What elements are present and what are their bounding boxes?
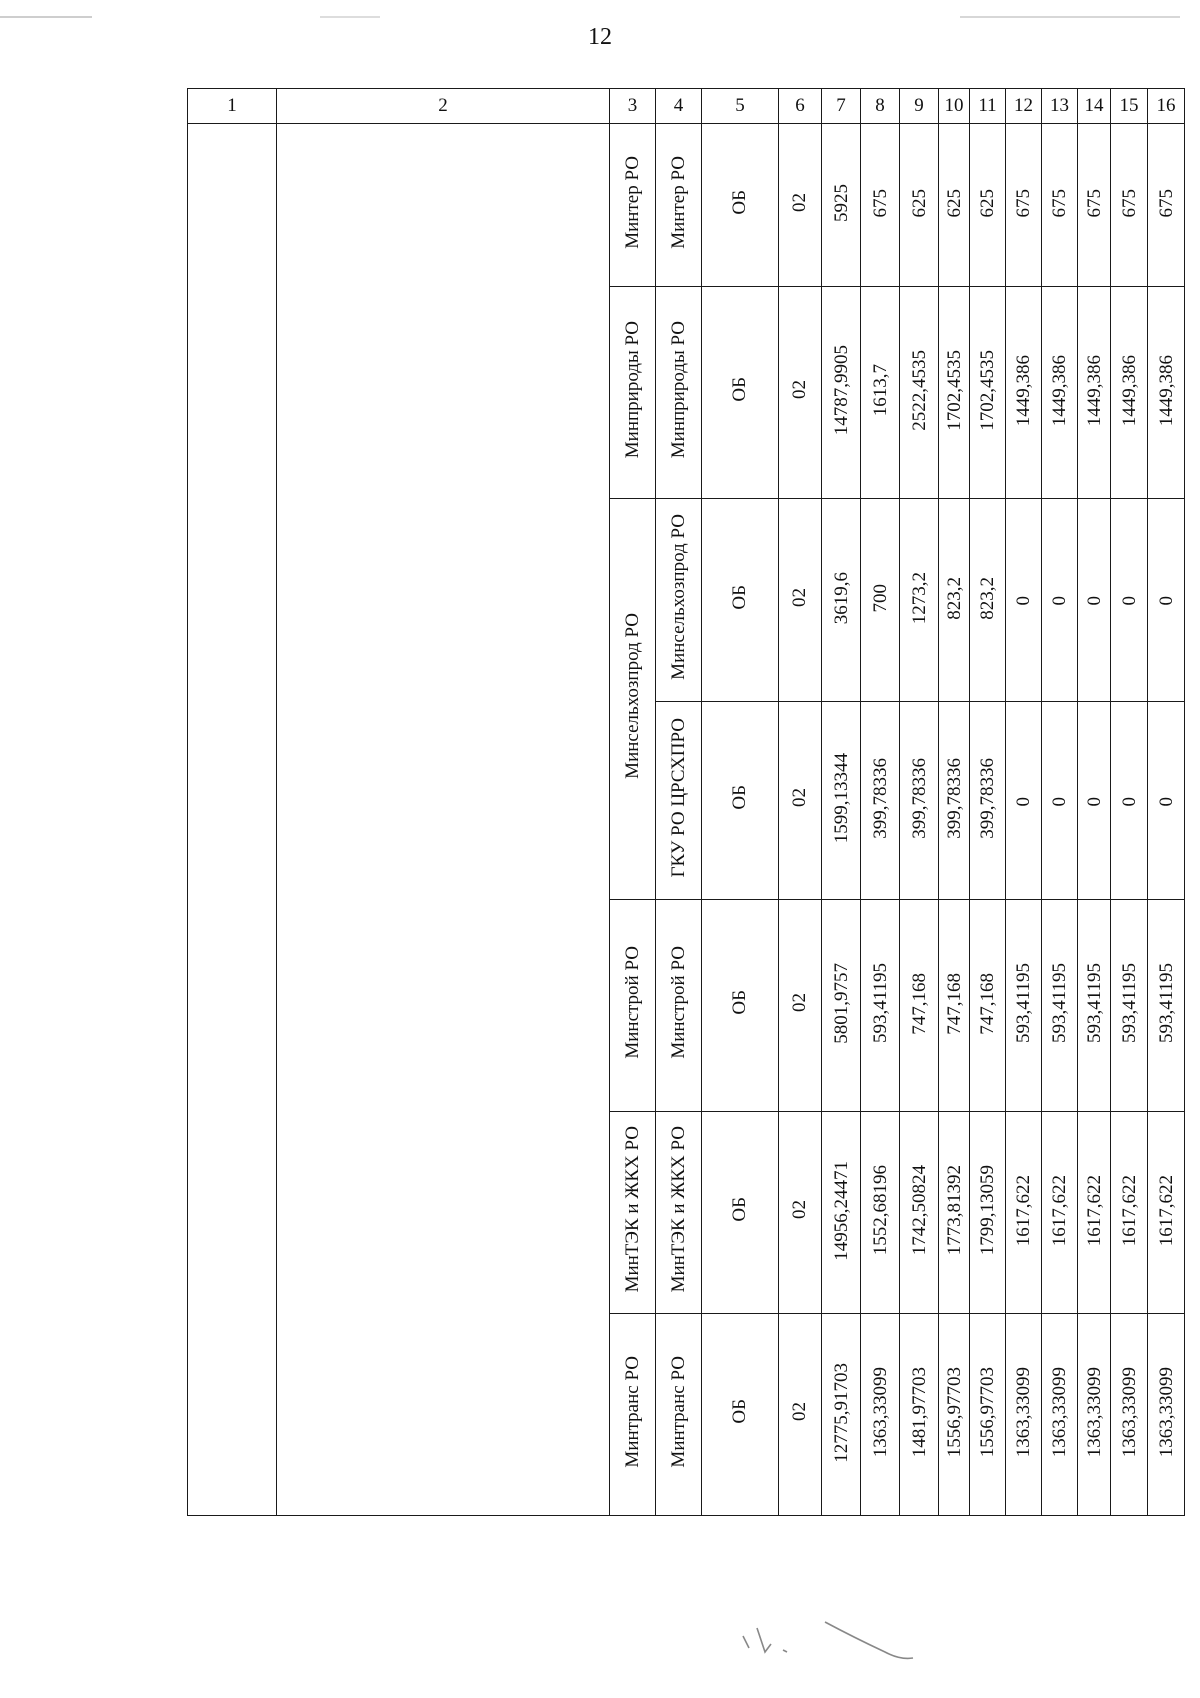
budget-table — [187, 88, 1185, 1516]
budget-cell: ОБ — [702, 124, 779, 287]
value-cell: 747,168 — [900, 900, 939, 1112]
column-number: 14 — [1078, 89, 1111, 124]
ministry-cell: Минтранс РО — [610, 1314, 656, 1516]
value-cell: 675 — [1006, 124, 1042, 287]
value-cell: 1363,33099 — [1042, 1314, 1078, 1516]
ministry-cell: Минстрой РО — [610, 900, 656, 1112]
budget-cell: ОБ — [702, 900, 779, 1112]
code-cell: 02 — [779, 900, 822, 1112]
budget-cell: ОБ — [702, 1112, 779, 1314]
value-cell: 0 — [1042, 702, 1078, 900]
column-number: 5 — [702, 89, 779, 124]
column-number: 4 — [656, 89, 702, 124]
value-cell: 5801,9757 — [822, 900, 861, 1112]
value-cell: 1449,386 — [1111, 287, 1148, 499]
value-cell: 1481,97703 — [900, 1314, 939, 1516]
code-cell: 02 — [779, 499, 822, 702]
scan-artifact — [320, 16, 380, 18]
column-number: 3 — [610, 89, 656, 124]
ministry-cell: МинТЭК и ЖКХ РО — [610, 1112, 656, 1314]
value-cell: 399,78336 — [900, 702, 939, 900]
value-cell: 1363,33099 — [1078, 1314, 1111, 1516]
value-cell: 3619,6 — [822, 499, 861, 702]
value-cell: 1556,97703 — [939, 1314, 970, 1516]
column-number: 12 — [1006, 89, 1042, 124]
code-cell: 02 — [779, 702, 822, 900]
value-cell: 14787,9905 — [822, 287, 861, 499]
table-row — [188, 124, 1185, 287]
column-number: 15 — [1111, 89, 1148, 124]
value-cell: 0 — [1006, 499, 1042, 702]
value-cell: 823,2 — [939, 499, 970, 702]
value-cell: 0 — [1006, 702, 1042, 900]
page-number: 12 — [588, 24, 612, 50]
budget-cell: ОБ — [702, 499, 779, 702]
code-cell: 02 — [779, 124, 822, 287]
value-cell: 1363,33099 — [861, 1314, 900, 1516]
value-cell: 823,2 — [970, 499, 1006, 702]
value-cell: 1363,33099 — [1148, 1314, 1185, 1516]
value-cell: 747,168 — [939, 900, 970, 1112]
column-number: 10 — [939, 89, 970, 124]
value-cell: 700 — [861, 499, 900, 702]
value-cell: 5925 — [822, 124, 861, 287]
ministry-cell: Минсельхозпрод РО — [610, 499, 656, 900]
executor-cell: Минсельхозпрод РО — [656, 499, 702, 702]
value-cell: 675 — [1148, 124, 1185, 287]
column-2-cell — [277, 124, 610, 1516]
value-cell: 593,41195 — [1042, 900, 1078, 1112]
value-cell: 1449,386 — [1148, 287, 1185, 499]
value-cell: 1799,13059 — [970, 1112, 1006, 1314]
executor-cell: Минтер РО — [656, 124, 702, 287]
column-number-row — [188, 89, 1185, 124]
value-cell: 399,78336 — [970, 702, 1006, 900]
value-cell: 1273,2 — [900, 499, 939, 702]
value-cell: 1363,33099 — [1006, 1314, 1042, 1516]
value-cell: 1617,622 — [1006, 1112, 1042, 1314]
scan-artifact — [960, 16, 1180, 18]
value-cell: 399,78336 — [939, 702, 970, 900]
value-cell: 12775,91703 — [822, 1314, 861, 1516]
budget-cell: ОБ — [702, 287, 779, 499]
value-cell: 593,41195 — [1148, 900, 1185, 1112]
signature-mark — [735, 1608, 925, 1668]
budget-cell: ОБ — [702, 1314, 779, 1516]
column-number: 1 — [188, 89, 277, 124]
value-cell: 625 — [900, 124, 939, 287]
value-cell: 675 — [1078, 124, 1111, 287]
value-cell: 1449,386 — [1006, 287, 1042, 499]
value-cell: 0 — [1148, 499, 1185, 702]
value-cell: 399,78336 — [861, 702, 900, 900]
ministry-cell: Минприроды РО — [610, 287, 656, 499]
value-cell: 1742,50824 — [900, 1112, 939, 1314]
value-cell: 0 — [1148, 702, 1185, 900]
value-cell: 2522,4535 — [900, 287, 939, 499]
column-number: 2 — [277, 89, 610, 124]
code-cell: 02 — [779, 1112, 822, 1314]
executor-cell: Минтранс РО — [656, 1314, 702, 1516]
value-cell: 1617,622 — [1078, 1112, 1111, 1314]
value-cell: 1552,68196 — [861, 1112, 900, 1314]
value-cell: 14956,24471 — [822, 1112, 861, 1314]
value-cell: 593,41195 — [1006, 900, 1042, 1112]
column-number: 6 — [779, 89, 822, 124]
value-cell: 1617,622 — [1111, 1112, 1148, 1314]
value-cell: 593,41195 — [1078, 900, 1111, 1112]
value-cell: 675 — [1111, 124, 1148, 287]
column-1-cell — [188, 124, 277, 1516]
value-cell: 1363,33099 — [1111, 1314, 1148, 1516]
column-number: 16 — [1148, 89, 1185, 124]
column-number: 13 — [1042, 89, 1078, 124]
executor-cell: Минприроды РО — [656, 287, 702, 499]
value-cell: 675 — [861, 124, 900, 287]
value-cell: 1702,4535 — [939, 287, 970, 499]
value-cell: 675 — [1042, 124, 1078, 287]
executor-cell: Минстрой РО — [656, 900, 702, 1112]
code-cell: 02 — [779, 287, 822, 499]
value-cell: 0 — [1111, 499, 1148, 702]
budget-cell: ОБ — [702, 702, 779, 900]
ministry-cell: Минтер РО — [610, 124, 656, 287]
value-cell: 1617,622 — [1042, 1112, 1078, 1314]
column-number: 11 — [970, 89, 1006, 124]
value-cell: 1773,81392 — [939, 1112, 970, 1314]
value-cell: 625 — [970, 124, 1006, 287]
value-cell: 1449,386 — [1078, 287, 1111, 499]
value-cell: 625 — [939, 124, 970, 287]
value-cell: 0 — [1078, 702, 1111, 900]
scan-artifact — [0, 16, 92, 18]
code-cell: 02 — [779, 1314, 822, 1516]
value-cell: 0 — [1078, 499, 1111, 702]
value-cell: 1702,4535 — [970, 287, 1006, 499]
value-cell: 593,41195 — [861, 900, 900, 1112]
executor-cell: ГКУ РО ЦРСХПРО — [656, 702, 702, 900]
column-number: 8 — [861, 89, 900, 124]
column-number: 7 — [822, 89, 861, 124]
value-cell: 0 — [1111, 702, 1148, 900]
value-cell: 1617,622 — [1148, 1112, 1185, 1314]
value-cell: 1613,7 — [861, 287, 900, 499]
value-cell: 747,168 — [970, 900, 1006, 1112]
executor-cell: МинТЭК и ЖКХ РО — [656, 1112, 702, 1314]
value-cell: 593,41195 — [1111, 900, 1148, 1112]
value-cell: 1449,386 — [1042, 287, 1078, 499]
value-cell: 1599,13344 — [822, 702, 861, 900]
value-cell: 0 — [1042, 499, 1078, 702]
column-number: 9 — [900, 89, 939, 124]
value-cell: 1556,97703 — [970, 1314, 1006, 1516]
